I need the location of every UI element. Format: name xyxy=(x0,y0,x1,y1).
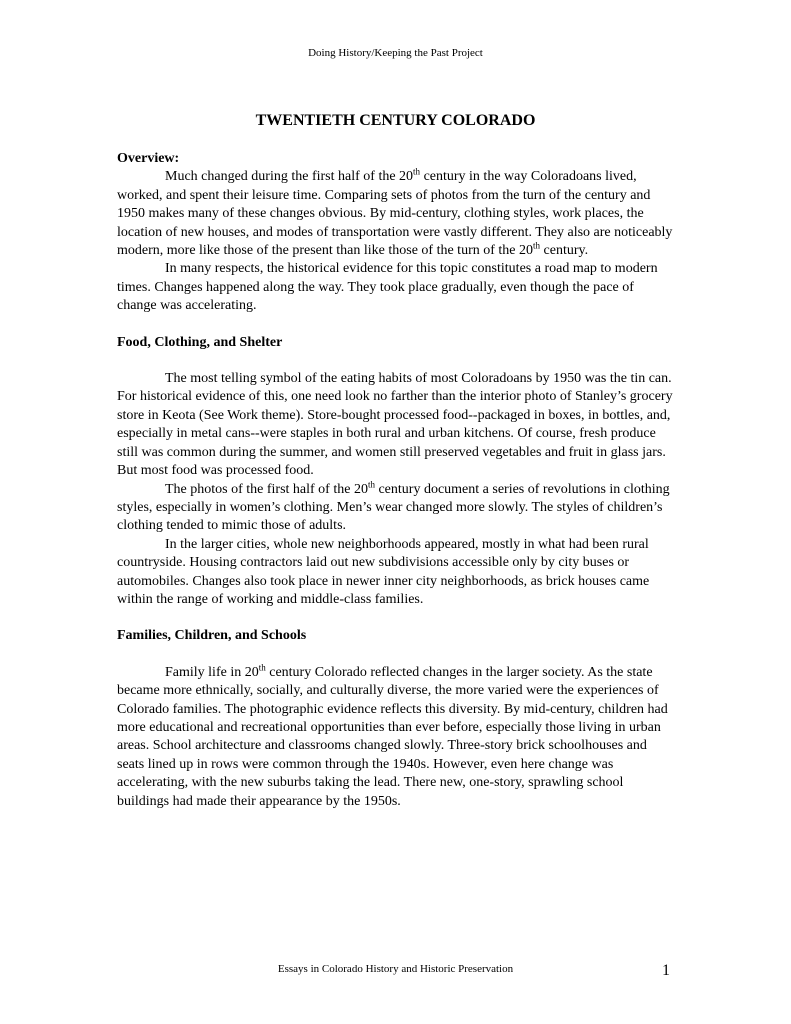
page-number: 1 xyxy=(662,962,670,979)
document-body xyxy=(117,150,677,811)
overview-paragraph-1: Much changed during the first half of the 20th century in the way Coloradoans lived, worked, and spent their leisure time. Comparing sets of photos from the turn of the century and 1950 makes many of these changes obvious. By mid-century, clothing styles, work places, the location of new houses, and modes of transportation were vastly different. They also are noticeably modern, more like those of the present than like those of the turn of the 20th century. xyxy=(117,166,673,259)
running-footer: Essays in Colorado History and Historic Preservation xyxy=(277,963,514,975)
running-header: Doing History/Keeping the Past Project xyxy=(308,47,483,59)
section-heading-food-clothing-shelter: Food, Clothing, and Shelter xyxy=(117,334,283,350)
food-paragraph-2: The photos of the first half of the 20th century document a series of revolutions in clothing styles, especially in women’s clothing. Men’s wear changed more slowly. The styles of children’s clothing tended to mimic those of adults. xyxy=(117,478,670,534)
overview-paragraph-2: In many respects, the historical evidence for this topic constitutes a road map to modern times. Changes happened along the way. They took place gradually, even though the pace of change was accelerating. xyxy=(117,261,658,314)
families-paragraph-1: Family life in 20th century Colorado reflected changes in the larger society. As the state became more ethnically, socially, and culturally diverse, the more varied were the experiences of Colorado families. The photographic evidence reflects this diversity. By mid-century, children had more educational and recreational opportunities than ever before, especially those living in urban areas. School architecture and classrooms changed slowly. Three-story brick schoolhouses and seats lined up in rows were common through the 1940s. However, even here change was accelerating, with the new suburbs taking the lead. There new, one-story, sprawling school buildings had made their appearance by the 1950s. xyxy=(117,662,668,809)
section-families-children-schools xyxy=(117,627,677,811)
document-title: TWENTIETH CENTURY COLORADO xyxy=(255,112,536,129)
food-paragraph-3: In the larger cities, whole new neighborhoods appeared, mostly in what had been rural countryside. Housing contractors laid out new subdivisions accessible only by city buses or automobiles. Changes also took place in newer inner city neighborhoods, as brick houses came within the range of working and middle-class families. xyxy=(117,536,650,607)
section-overview xyxy=(117,150,677,316)
food-paragraph-1: The most telling symbol of the eating habits of most Coloradoans by 1950 was the tin can. For historical evidence of this, one need look no farther than the interior photo of Stanley’s grocery store in Keota (See Work theme). Store-bought processed food--packaged in boxes, in bottles, and, especially in metal cans--were staples in both rural and urban kitchens. Of course, fresh produce still was common during the summer, and women still preserved vegetables and fruit in glass jars. But most food was processed food. xyxy=(117,371,673,479)
section-heading-overview: Overview: xyxy=(117,151,180,166)
section-food-clothing-shelter xyxy=(117,334,677,610)
section-heading-families-children-schools: Families, Children, and Schools xyxy=(117,628,307,644)
